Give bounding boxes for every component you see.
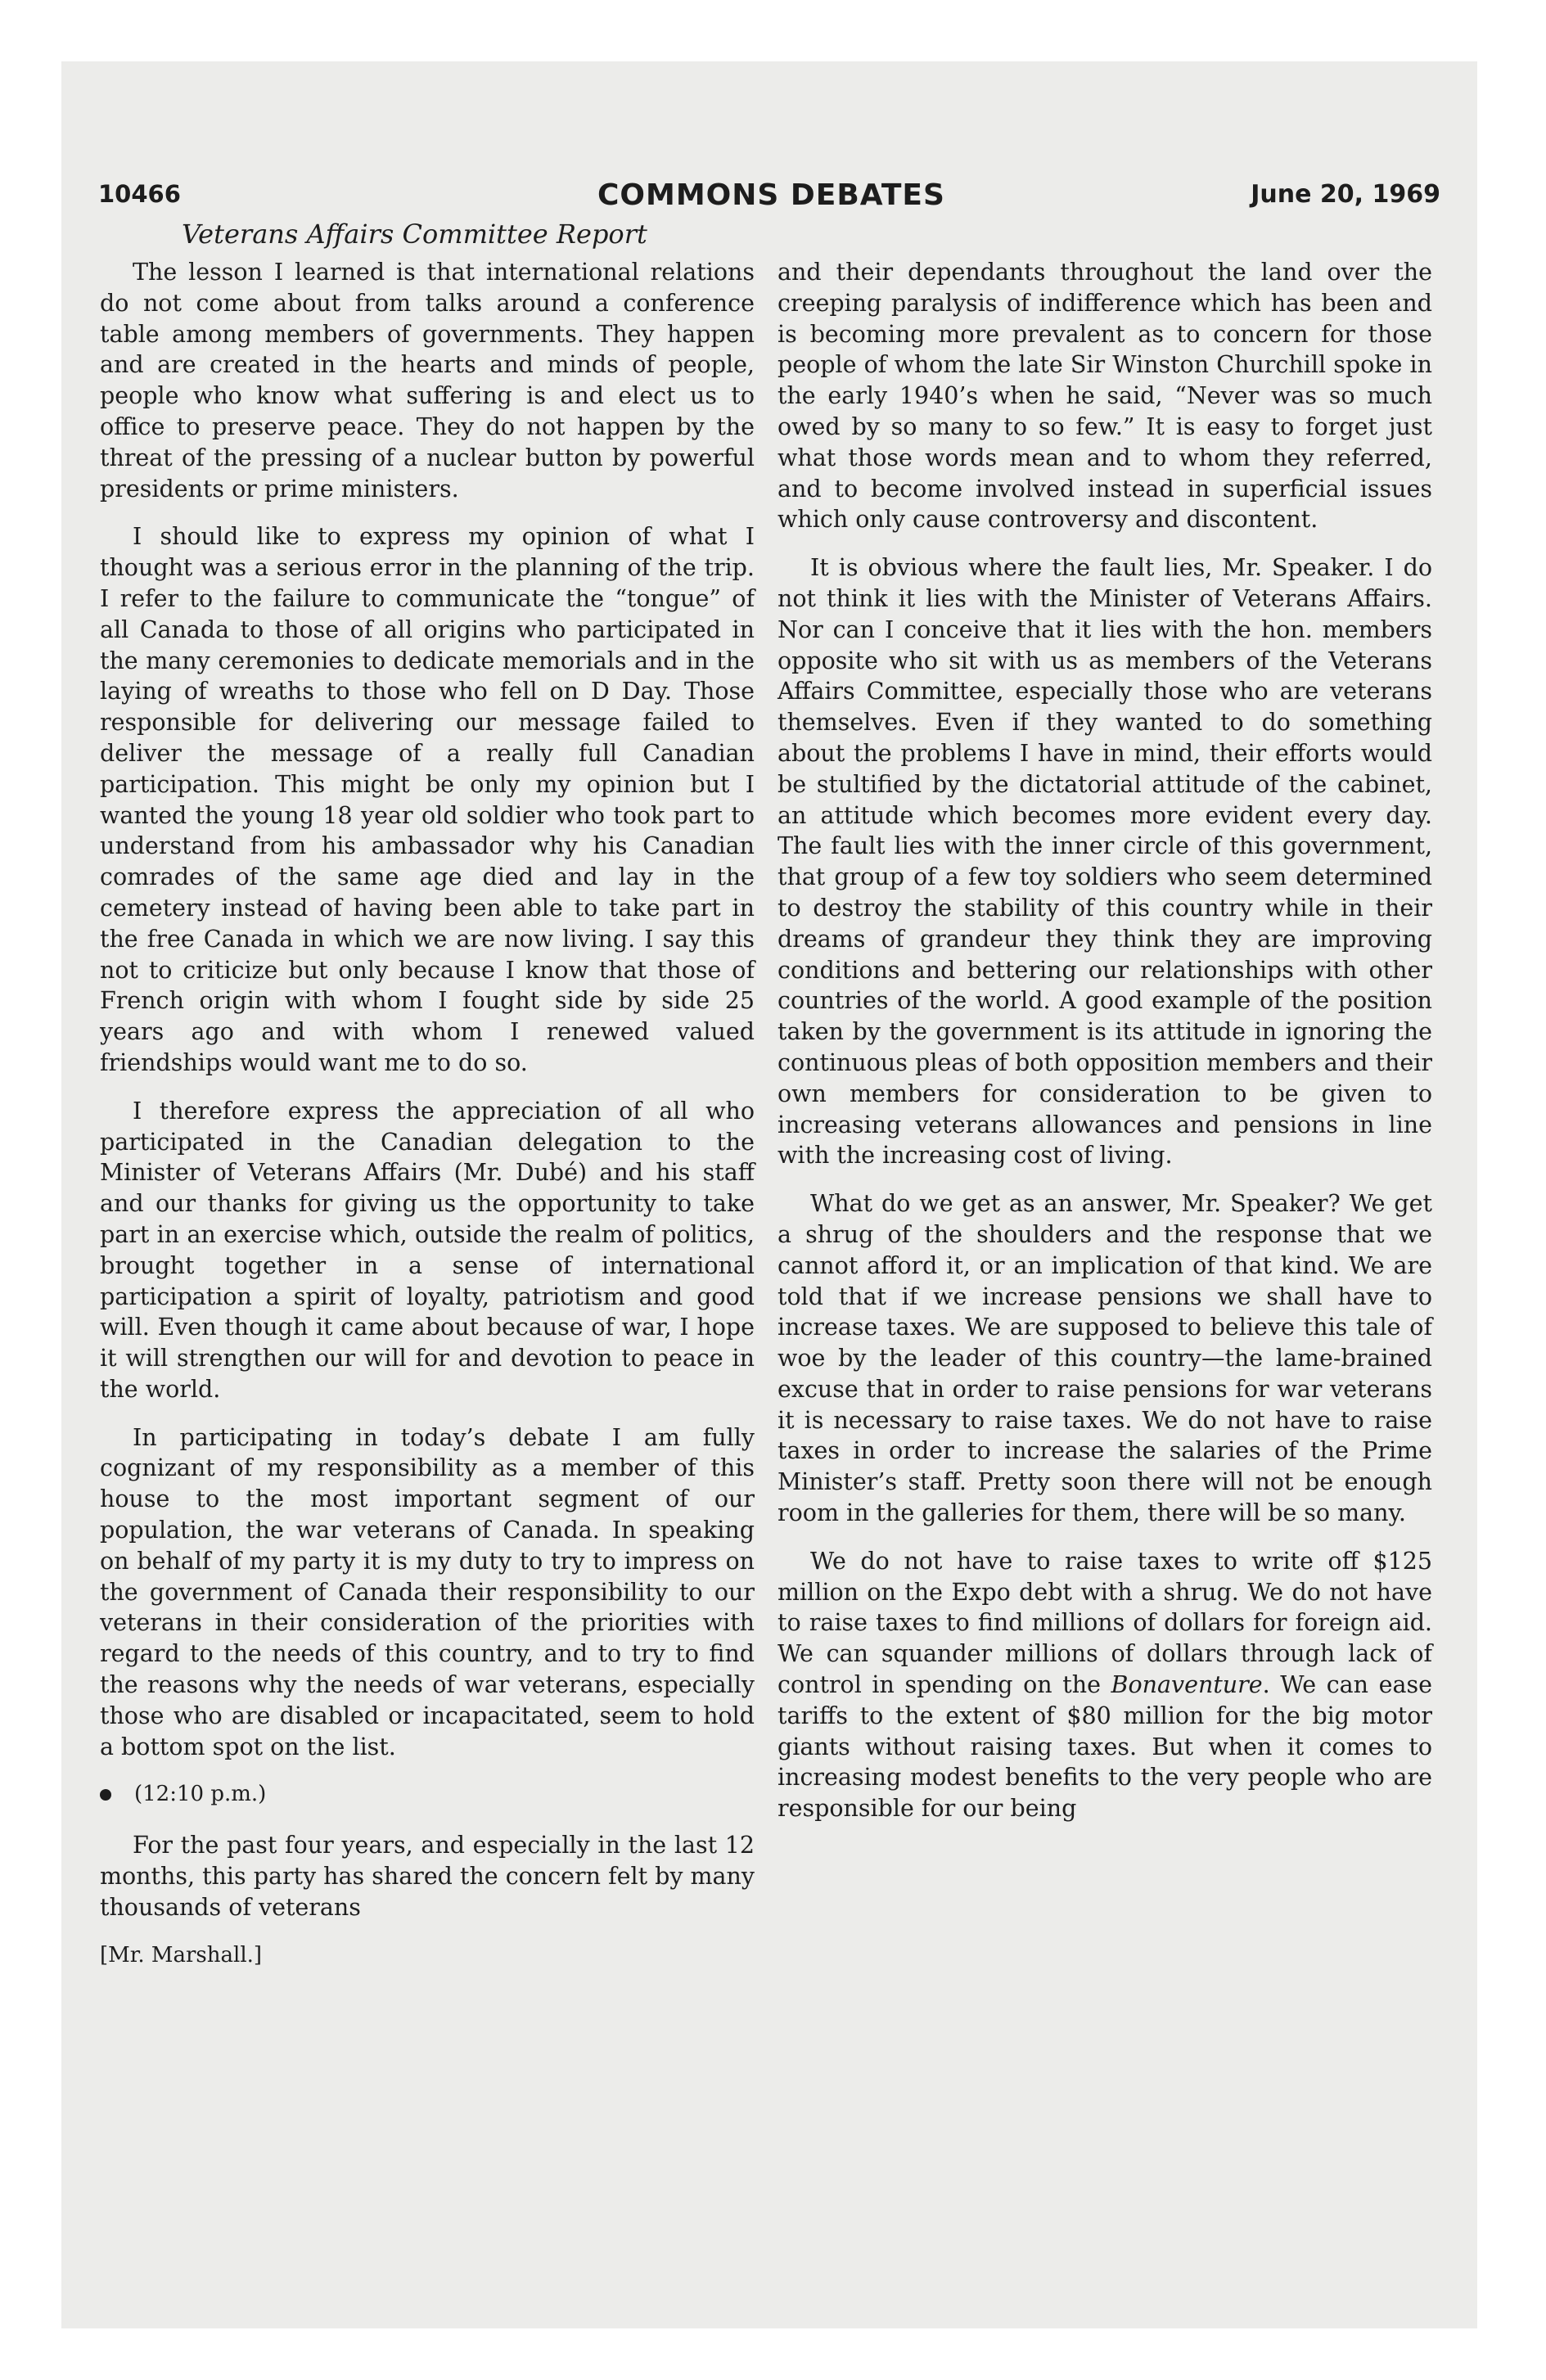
paragraph: It is obvious where the fault lies, Mr. Speaker. I do not think it lies with the Minister of Veterans Affairs. Nor can I conceive that it lies with the hon. members opposite who sit with us as members of the Veterans Affairs Committee, especially those who are veterans themselves. Even if they wanted to do something about the problems I have in mind, their efforts would be stultified by the dictatorial attitude of the cabinet, an attitude which becomes more evident every day. The fault lies with the inner circle of this government, that group of a few toy soldiers who seem determined to destroy the stability of this country while in their dreams of grandeur they think they are improving conditions and bettering our relationships with other countries of the world. A good example of the position taken by the government is its attitude in ignoring the continuous pleas of both opposition members and their own members for consideration to be given to increasing veterans allowances and pensions in line with the increasing cost of living. [778,554,1432,1170]
paragraph: What do we get as an answer, Mr. Speaker? We get a shrug of the shoulders and the response that we cannot afford it, or an implication of that kind. We are told that if we increase pensions we shall have to increase taxes. We are supposed to believe this tale of woe by the leader of this country—the lame-brained excuse that in order to raise pensions for war veterans it is necessary to raise taxes. We do not have to raise taxes in order to increase the salaries of the Prime Minister’s staff. Pretty soon there will not be enough room in the galleries for them, there will be so many. [778,1190,1432,1527]
paragraph-continuation: and their dependants throughout the land over the creeping paralysis of indifference which has been and is becoming more prevalent as to concern for those people of whom the late Sir Winston Churchill spoke in the early 1940’s when he said, “Never was so much owed by so many to so few.” It is easy to forget just what those words mean and to whom they referred, and to become involved instead in superficial issues which only cause controversy and discontent. [778,259,1432,534]
paragraph: In participating in today’s debate I am fully cognizant of my responsibility as a member of this house to the most important segment of our population, the war veterans of Canada. In speaking on behalf of my party it is my duty to try to impress on the government of Canada their responsibility to our veterans in their consideration of the priorities with regard to the needs of this country, and to try to find the reasons why the needs of war veterans, especially those who are disabled or incapacitated, seem to hold a bottom spot on the list. [100,1423,755,1760]
paragraph-text: . We can ease tariffs to the extent of $80 million for the big motor giants without raising taxes. But when it comes to increasing modest benefits to the very people who are responsible for our being [778,1671,1432,1823]
paragraph: For the past four years, and especially in the last 12 months, this party has shared the concern felt by many thousands of veterans [100,1832,755,1921]
paragraph: I should like to express my opinion of what I thought was a serious error in the planning of the trip. I refer to the failure to communicate the “tongue” of all Canada to those of all origins who participated in the many ceremonies to dedicate memorials and in the laying of wreaths to those who fell on D Day. Those responsible for delivering our message failed to deliver the message of a really full Canadian participation. This might be only my opinion but I wanted the young 18 year old soldier who took part to understand from his ambassador why his Canadian comrades of the same age died and lay in the cemetery instead of having been able to take part in the free Canada in which we are now living. I say this not to criticize but only because I know that those of French origin with whom I fought side by side 25 years ago and with whom I renewed valued friendships would want me to do so. [100,523,755,1076]
speaker-footer: [Mr. Marshall.] [100,1942,263,1968]
publication-title: COMMONS DEBATES [597,178,945,212]
paragraph: I therefore express the appreciation of all who participated in the Canadian delegation to the Minister of Veterans Affairs (Mr. Dubé) and his staff and our thanks for giving us the opportunity to take part in an exercise which, outside the realm of politics, brought together in a sense of international participation a spirit of loyalty, patriotism and good will. Even though it came about because of war, I hope it will strengthen our will for and devotion to peace in the world. [100,1097,755,1403]
paragraph: The lesson I learned is that international relations do not come about from talks around a conference table among members of governments. They happen and are created in the hearts and minds of people, people who know what suffering is and elect us to office to preserve peace. They do not happen by the threat of the pressing of a nuclear button by powerful presidents or prime ministers. [100,259,755,503]
section-subtitle: Veterans Affairs Committee Report [182,219,647,250]
publication-date: June 20, 1969 [1251,180,1440,209]
right-column [778,257,1432,1841]
page-header [98,178,1440,219]
ship-name: Bonaventure [1111,1671,1263,1699]
paragraph-text: We do not have to raise taxes to write off $125 million on the Expo debt with a shrug. We do not have to raise taxes to find millions of dollars for foreign aid. We can squander millions of dollars through lack of control in spending on the [778,1547,1432,1699]
left-column [100,257,755,1971]
timestamp-line [100,1779,755,1810]
bullet-icon [100,1789,111,1801]
timestamp: (12:10 p.m.) [134,1782,267,1807]
page-number: 10466 [98,180,181,208]
paragraph [778,1546,1432,1824]
